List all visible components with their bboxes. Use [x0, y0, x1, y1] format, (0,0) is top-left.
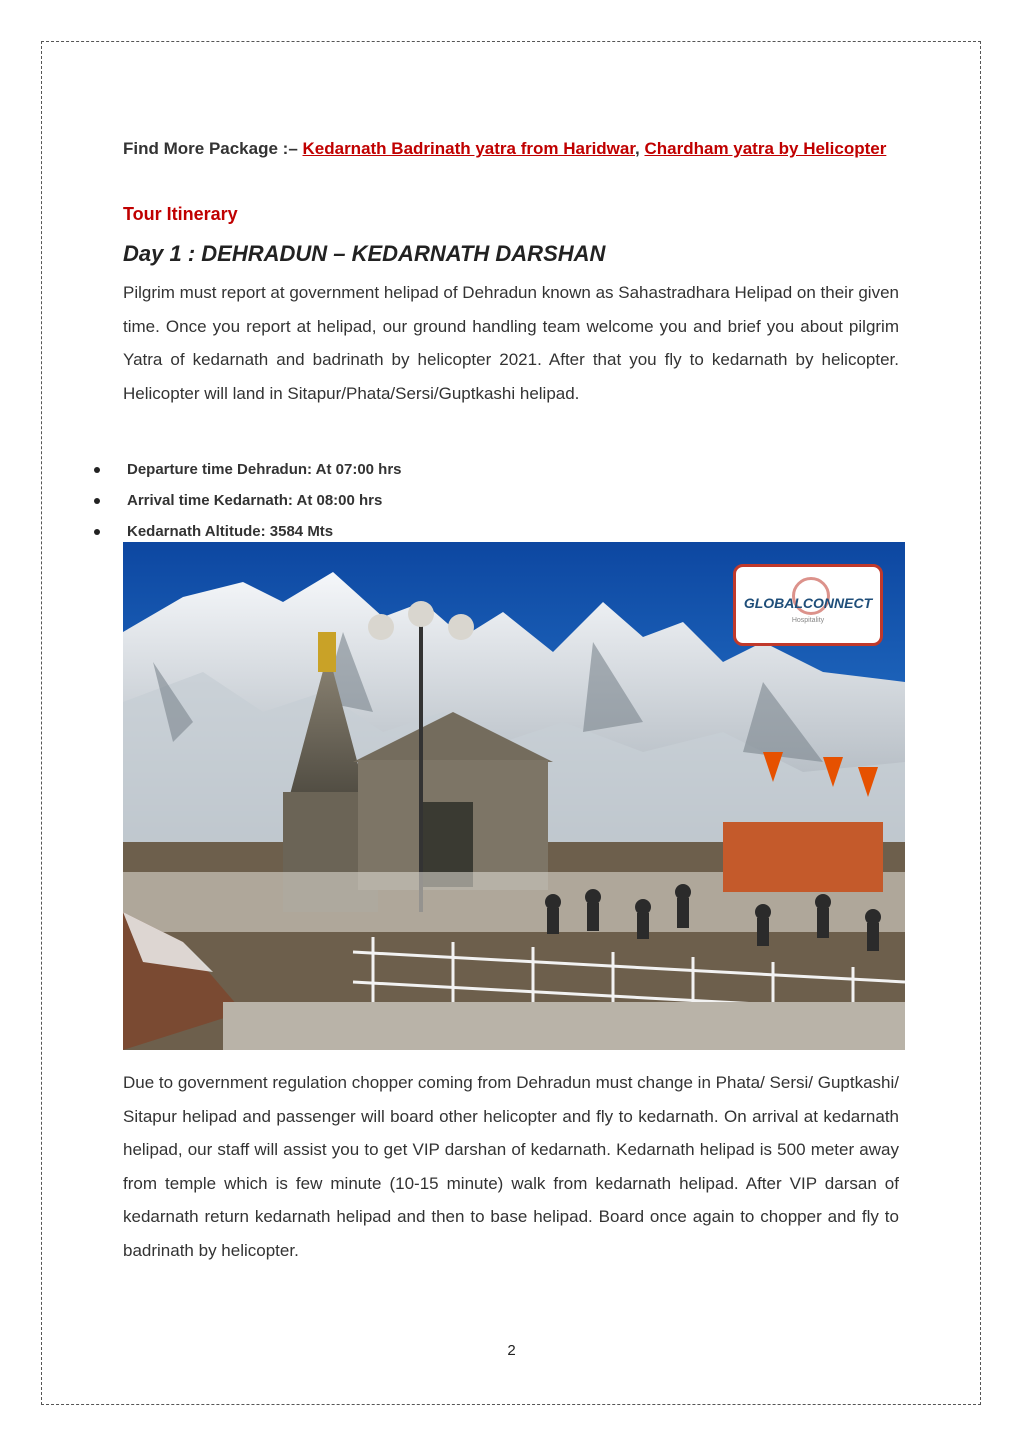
link-chardham-yatra-helicopter[interactable]: Chardham yatra by Helicopter: [644, 139, 887, 158]
page-number: 2: [507, 1342, 516, 1359]
kedarnath-temple-photo: [123, 542, 905, 1050]
day-1-paragraph-2: Due to government regulation chopper coming from Dehradun must change in Phata/ Sersi/ Guptkashi/ Sitapur helipad and passenger will board other helicopter and fly to kedarnath. On arrival at kedarnath helipad, our staff will assist you to get VIP darshan of kedarnath. Kedarnath helipad is 500 meter away from temple which is few minute (10-15 minute) walk from kedarnath helipad. After VIP darsan of kedarnath return kedarnath helipad and then to base helipad. Board once again to chopper and fly to badrinath by helicopter.: [123, 1073, 899, 1260]
list-item: [88, 459, 402, 490]
bullet-icon: [94, 529, 100, 535]
list-item-text: Arrival time Kedarnath: At 08:00 hrs: [127, 492, 383, 509]
find-more-package: [123, 134, 899, 164]
link-separator: ,: [635, 139, 645, 158]
logo-subtext: Hospitality: [791, 617, 825, 624]
flight-details-list: [88, 459, 402, 552]
list-item-text: Kedarnath Altitude: 3584 Mts: [127, 523, 334, 540]
globalconnect-logo: [733, 564, 883, 646]
tour-itinerary-heading: Tour Itinerary: [123, 204, 238, 224]
logo-text: GLOBALCONNECT: [743, 595, 873, 611]
bullet-icon: [94, 498, 100, 504]
day-1-title: Day 1 : DEHRADUN – KEDARNATH DARSHAN: [123, 241, 606, 266]
find-more-label: Find More Package :–: [123, 139, 303, 158]
day-1-paragraph-1: Pilgrim must report at government helipad of Dehradun known as Sahastradhara Helipad on their given time. Once you report at helipad, our ground handling team welcome you and brief you about pilgrim Yatra of kedarnath and badrinath by helicopter 2021. After that you fly to kedarnath by helicopter. Helicopter will land in Sitapur/Phata/Sersi/Guptkashi helipad.: [123, 283, 899, 403]
link-kedarnath-badrinath-yatra[interactable]: Kedarnath Badrinath yatra from Haridwar: [302, 139, 636, 158]
list-item-text: Departure time Dehradun: At 07:00 hrs: [127, 461, 402, 478]
list-item: [88, 490, 402, 521]
bullet-icon: [94, 467, 100, 473]
